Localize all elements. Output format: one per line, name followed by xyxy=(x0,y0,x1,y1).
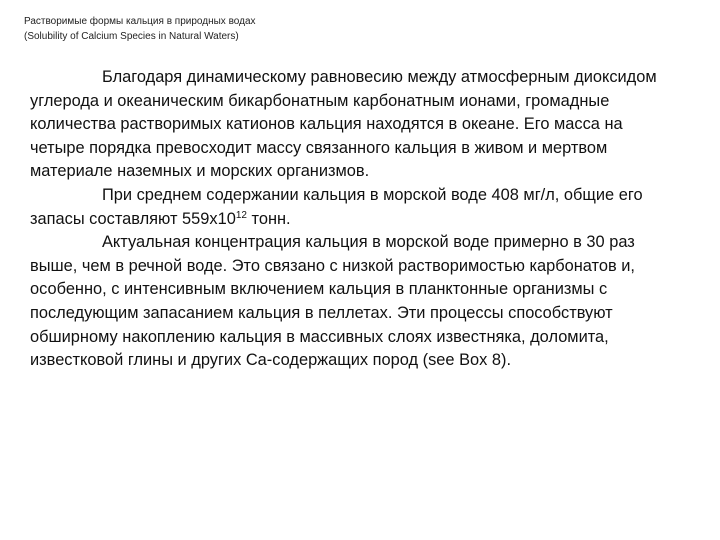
header-title-en: (Solubility of Calcium Species in Natural Waters) xyxy=(24,31,239,42)
paragraph-calcium-reserves xyxy=(30,184,674,231)
header-title-ru: Растворимые формы кальция в природных водах xyxy=(24,16,256,27)
reserves-text: При среднем содержании кальция в морской воде 408 мг/л, общие его запасы составляют 559х10 xyxy=(30,185,643,228)
paragraph-concentration: Актуальная концентрация кальция в морской воде примерно в 30 раз выше, чем в речной воде. Это связано с низкой растворимостью карбонатов и, особенно, с интенсивным включением кальция в планктонные организмы с последующим запасанием кальция в пеллетах. Эти процессы способствуют обширному накоплению кальция в массивных слоях известняка, доломита, известковой глины и других Ca-содержащих пород (see Box 8). xyxy=(30,233,635,370)
reserves-unit-text: тонн. xyxy=(246,209,291,228)
reserves-exponent: 12 xyxy=(235,209,247,221)
slide-header xyxy=(24,14,684,44)
paragraph-equilibrium: Благодаря динамическому равновесию между атмосферным диоксидом углерода и океаническим бикарбонатным карбонатным ионами, громадные количества растворимых катионов кальция находятся в океане. Его масса на четыре порядка превосходит массу связанного кальция в живом и мертвом материале наземных и морских организмов. xyxy=(30,68,657,181)
slide-body xyxy=(30,66,674,373)
